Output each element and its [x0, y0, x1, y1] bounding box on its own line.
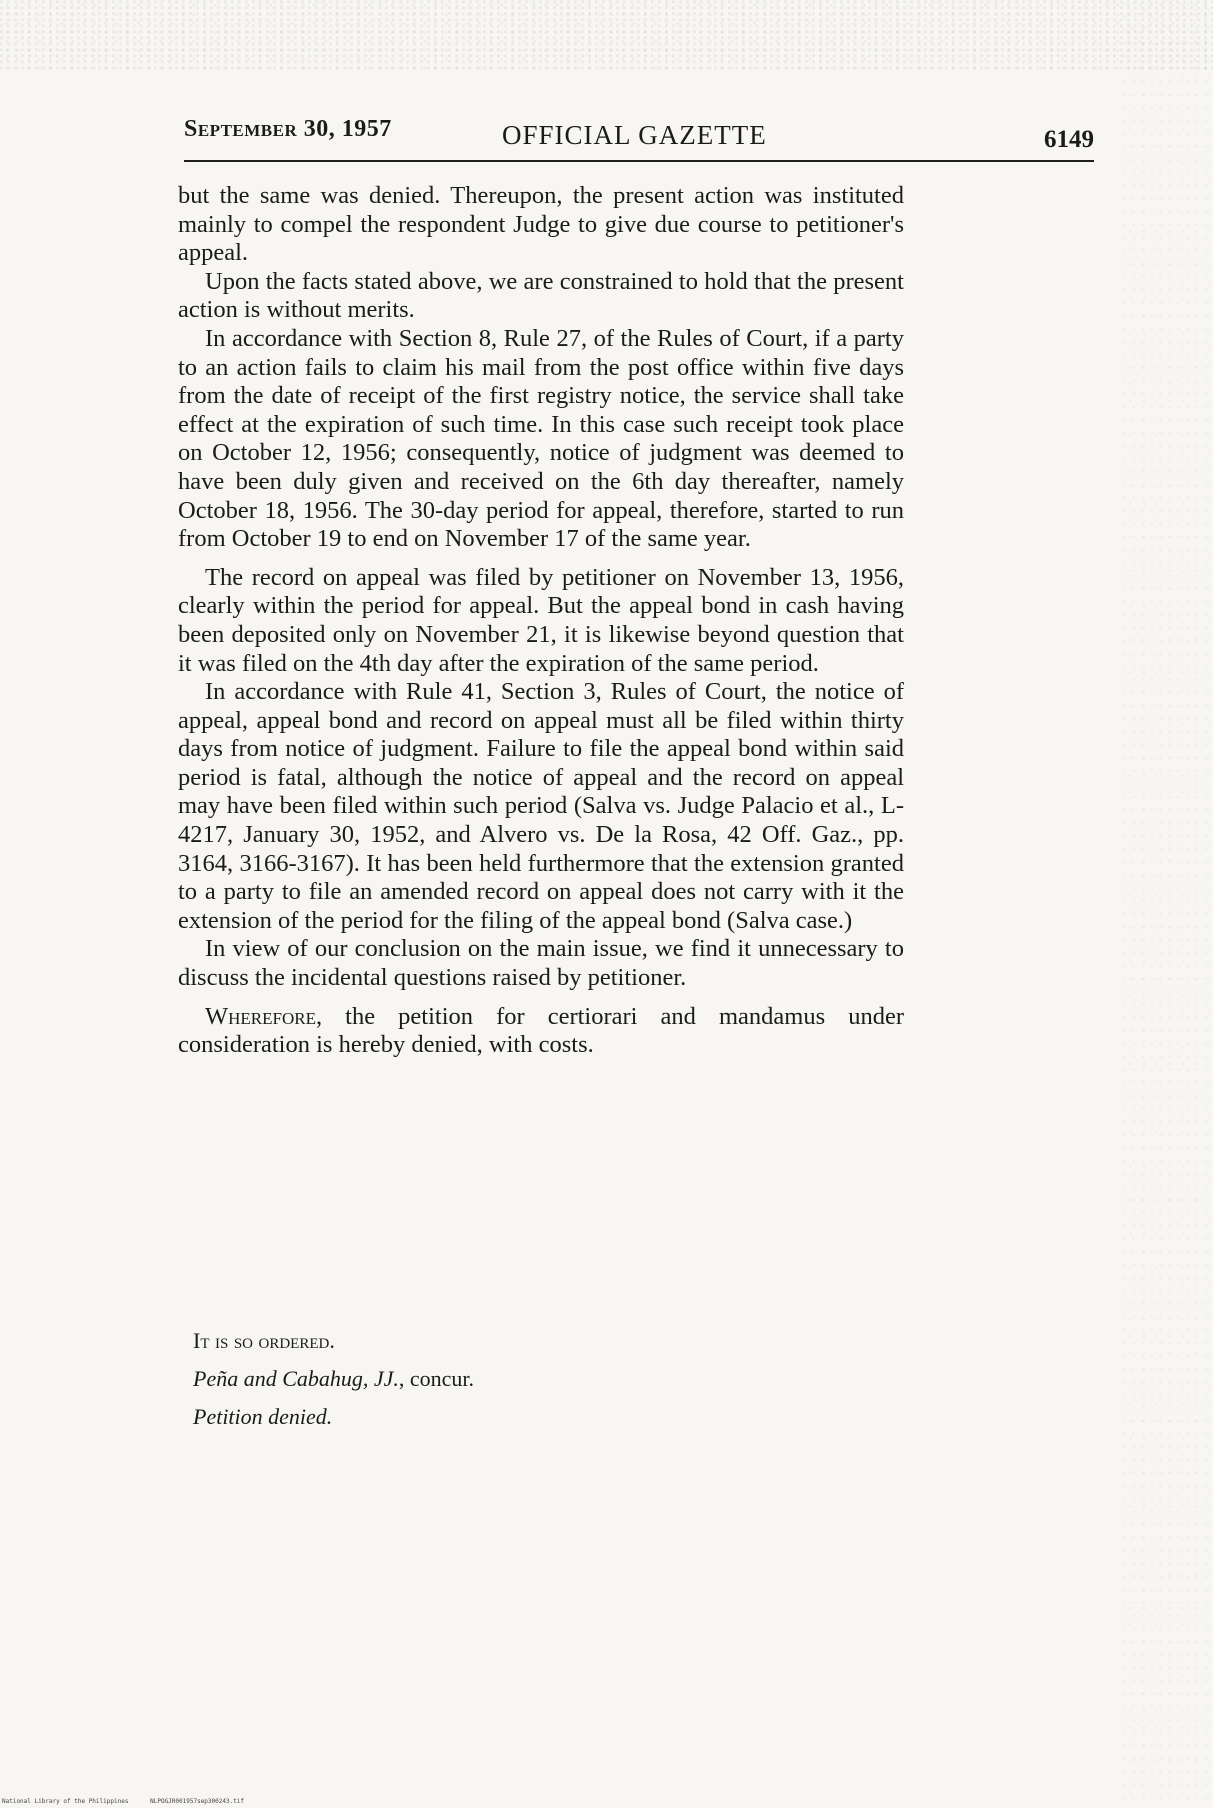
paragraph-7 [178, 1003, 904, 1060]
paragraph-6: In view of our conclusion on the main issue, we find it unnecessary to discuss the incidental questions raised by petitioner. [178, 935, 904, 992]
document-body [178, 182, 904, 1060]
page-header [184, 112, 1094, 156]
scan-footer [2, 1798, 244, 1805]
paragraph-4: The record on appeal was filed by petitioner on November 13, 1956, clearly within the period for appeal. But the appeal bond in cash having been deposited only on November 21, it is likewise beyond question that it was filed on the 4th day after the expiration of the same period. [178, 563, 904, 677]
scan-noise-right [1123, 0, 1213, 1808]
paragraph-3: In accordance with Section 8, Rule 27, of the Rules of Court, if a party to an action fails to claim his mail from the post office within five days from the date of receipt of the first registry notice, the service shall take effect at the expiration of such time. In this case such receipt took place on October 12, 1956; consequently, notice of judgment was deemed to have been duly given and received on the 6th day thereafter, namely October 18, 1956. The 30-day period for appeal, therefore, started to run from October 19 to end on November 17 of the same year. [178, 324, 904, 553]
footer-file: NLPOGJR001957sep300243.tif [150, 1798, 245, 1805]
concurring-justices: Peña and Cabahug, JJ. [193, 1366, 399, 1391]
paragraph-7-text: , the petition for certiorari and mandamus under consideration is hereby denied, with costs. [178, 1002, 904, 1059]
scan-noise-top [0, 0, 1213, 70]
concur-word: , concur. [398, 1366, 475, 1391]
paragraph-5: In accordance with Rule 41, Section 3, Rules of Court, the notice of appeal, appeal bond and record on appeal must all be filed within thirty days from notice of judgment. Failure to file the appeal bond within said period is fatal, although the notice of appeal and the record on appeal may have been filed within such period (Salva vs. Judge Palacio et al., L-4217, January 30, 1952, and Alvero vs. De la Rosa, 42 Off. Gaz., pp. 3164, 3166-3167). It has been held furthermore that the extension granted to a party to file an amended record on appeal does not carry with it the extension of the period for the filing of the appeal bond (Salva case.) [178, 678, 904, 934]
paragraph-2: Upon the facts stated above, we are constrained to hold that the present action is without merits. [178, 267, 904, 324]
order-line: It is so ordered. [193, 1328, 335, 1353]
paragraph-1: but the same was denied. Thereupon, the present action was instituted mainly to compel the respondent Judge to give due course to petitioner's appeal. [178, 182, 904, 267]
concurrence-line [178, 1360, 904, 1398]
disposition: Petition denied. [193, 1404, 333, 1429]
footer-source: National Library of the Philippines [2, 1798, 129, 1805]
page-number: 6149 [1044, 126, 1094, 153]
disposition-line [178, 1398, 904, 1436]
header-rule [184, 160, 1094, 162]
wherefore-lead: Wherefore [205, 1002, 316, 1030]
closing-block [178, 1322, 904, 1436]
header-title: OFFICIAL GAZETTE [502, 120, 767, 150]
header-date: September 30, 1957 [184, 116, 392, 142]
